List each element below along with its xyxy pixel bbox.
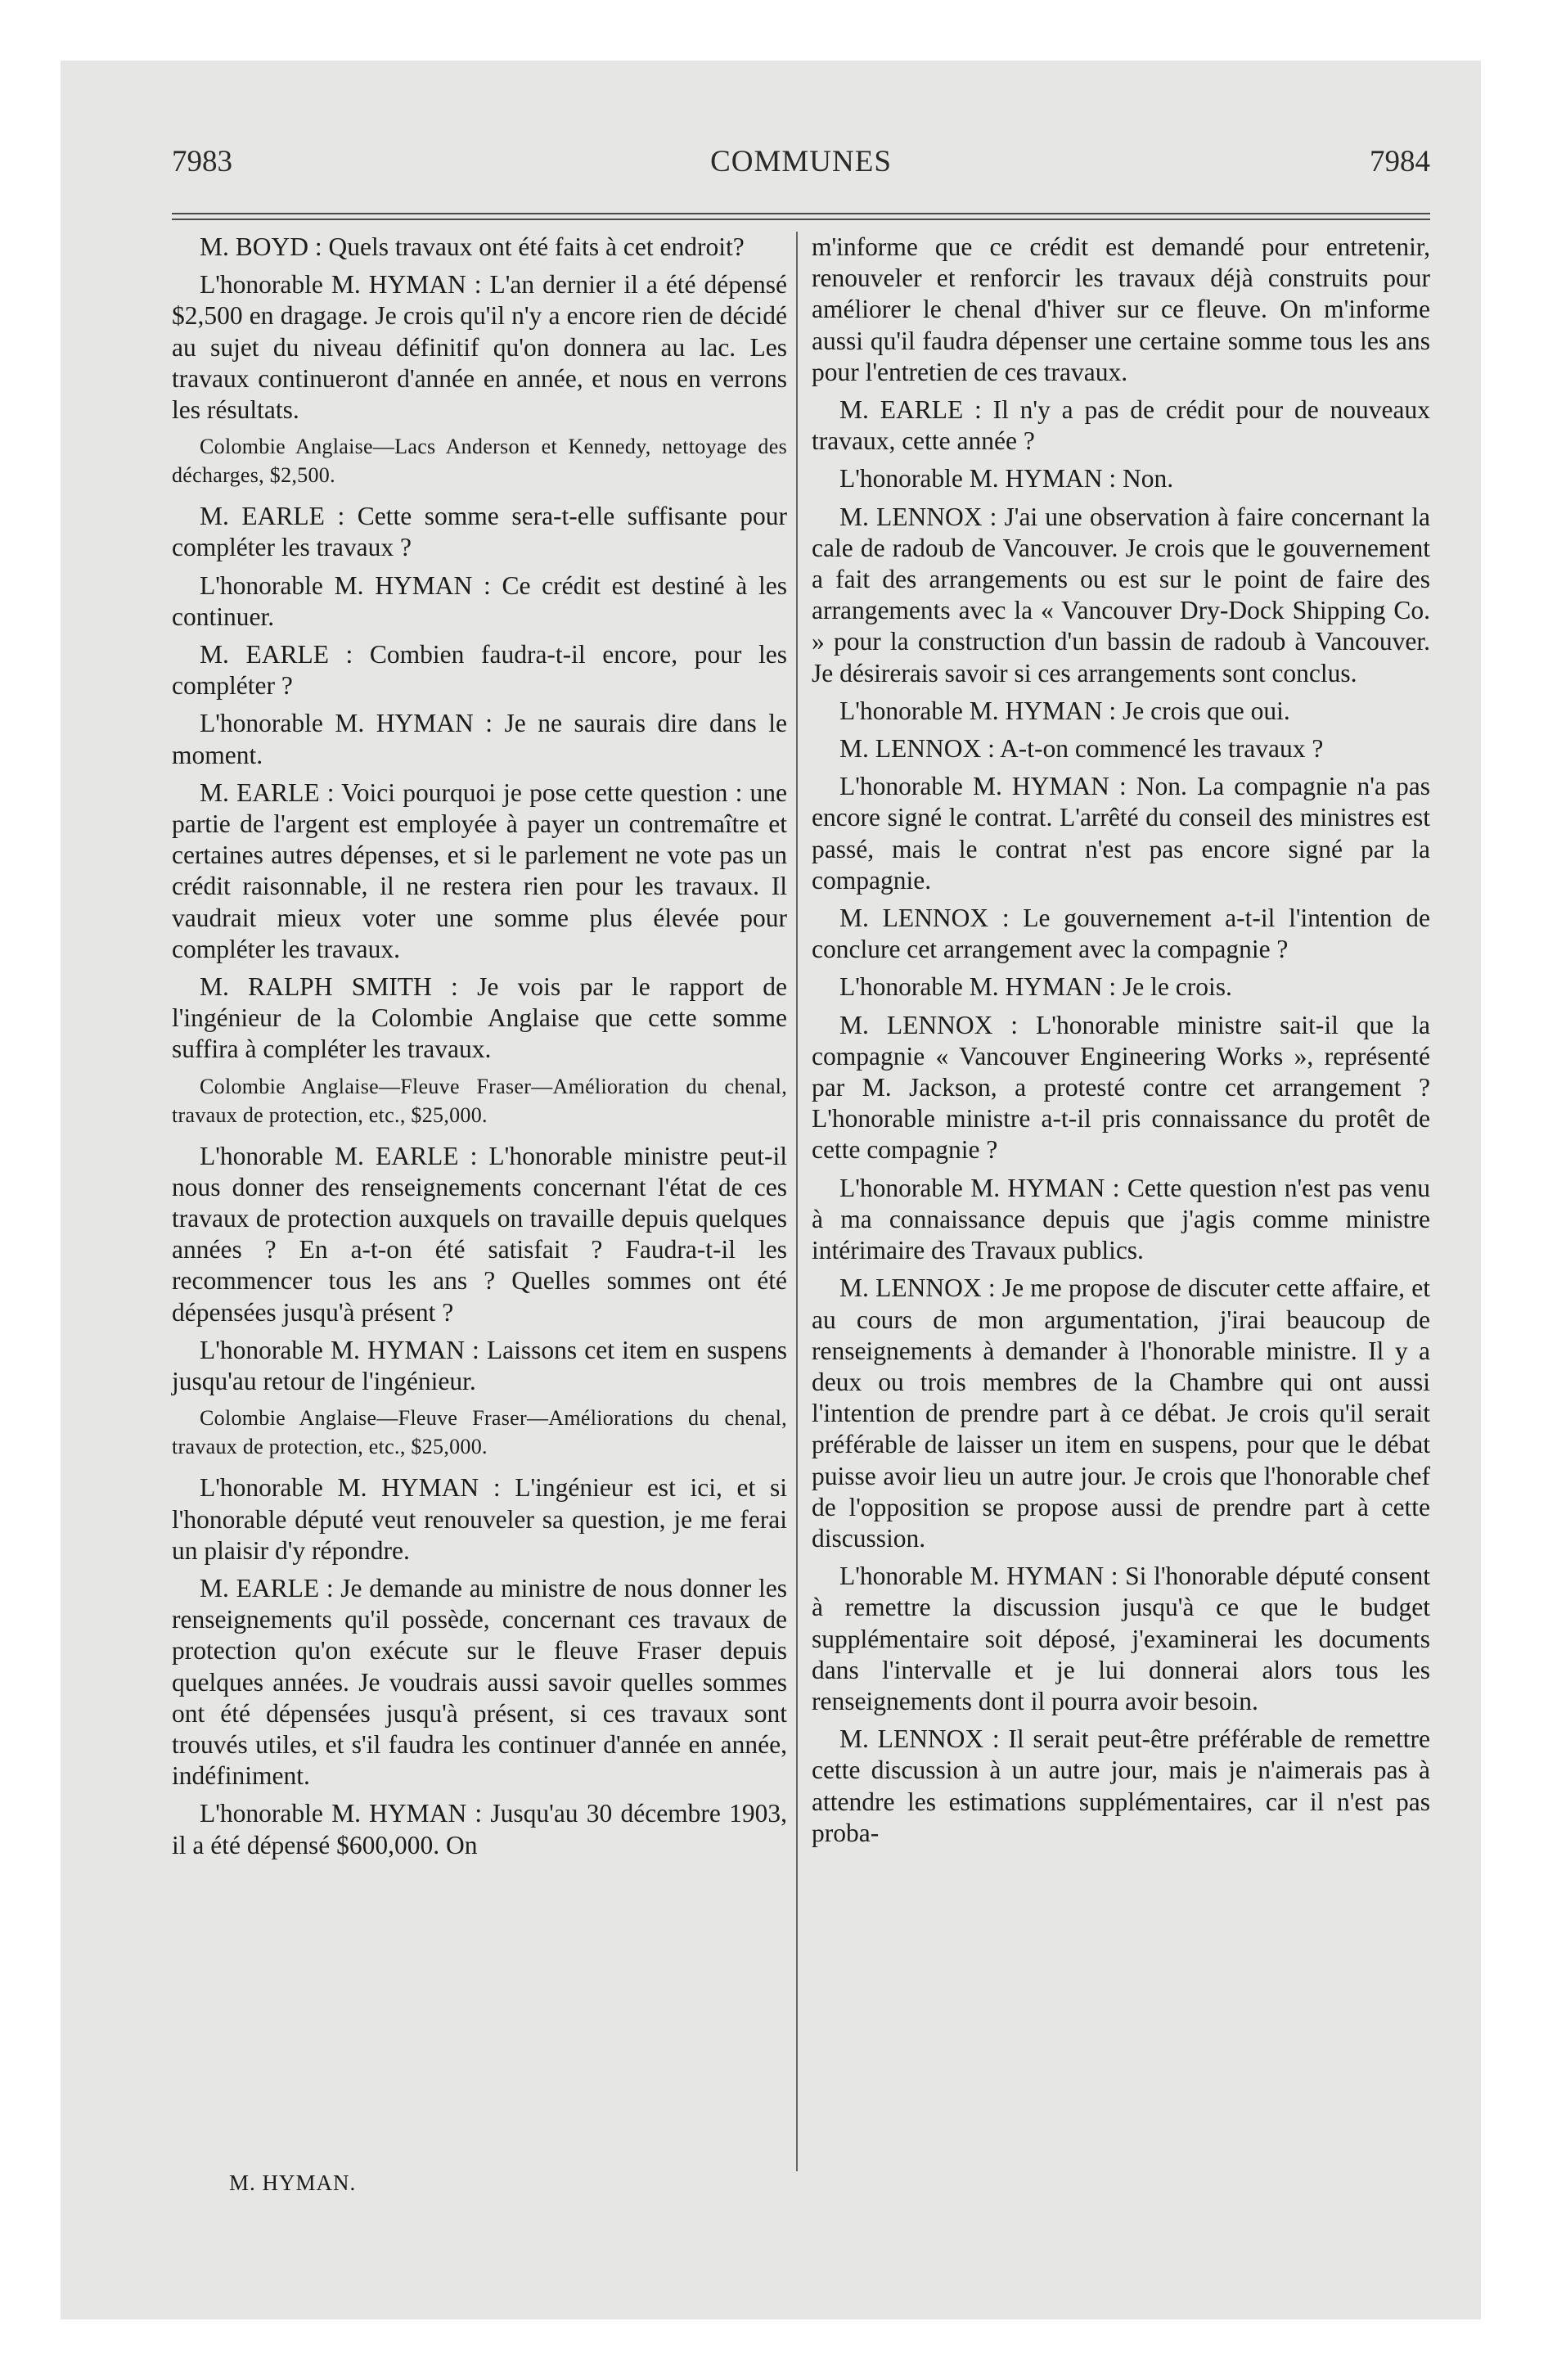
speech-paragraph: L'honorable M. HYMAN : Je crois que oui. (839, 696, 1290, 725)
speech-paragraph: L'honorable M. HYMAN : Si l'honorable député consent à remettre la discussion jusqu'à ce que le budget supplémentaire soit déposé, j'examinerai les documents dans l'intervalle et je lui donnerai alors tous les renseignements dont il pourra avoir besoin. (812, 1562, 1430, 1715)
speech-paragraph: M. LENNOX : J'ai une observation à faire concernant la cale de radoub de Vancouver. Je crois que le gouvernement a fait des arrangements ou est sur le point de faire des arrangements avec la « Vancouver Dry-Dock Shipping Co. » pour la construction d'un bassin de radoub à Vancouver. Je désirerais savoir si ces arrangements sont conclus. (812, 502, 1430, 687)
footer-speaker-name: M. HYMAN. (229, 2170, 357, 2195)
left-page-number: 7983 (172, 145, 232, 178)
right-page-number: 7984 (1370, 145, 1430, 178)
speech-paragraph: M. EARLE : Combien faudra-t-il encore, pour les compléter ? (172, 640, 787, 701)
estimate-item: Colombie Anglaise—Lacs Anderson et Kennedy, nettoyage des décharges, $2,500. (172, 435, 787, 488)
speech-paragraph: M. RALPH SMITH : Je vois par le rapport de l'ingénieur de la Colombie Anglaise que cette somme suffira à compléter les travaux. (172, 972, 787, 1064)
speech-paragraph: L'honorable M. HYMAN : Je ne saurais dire dans le moment. (172, 709, 787, 769)
column-divider (796, 232, 798, 2171)
speech-paragraph: m'informe que ce crédit est demandé pour entretenir, renouveler et renforcir les travaux déjà construits pour améliorer le chenal d'hiver sur ce fleuve. On m'informe aussi qu'il faudra dépenser une certaine somme tous les ans pour l'entretien de ces travaux. (812, 232, 1430, 386)
speech-paragraph: L'honorable M. HYMAN : Je le crois. (839, 972, 1232, 1002)
speech-paragraph: L'honorable M. HYMAN : L'ingénieur est ici, et si l'honorable député veut renouveler sa question, je me ferai un plaisir d'y répondre. (172, 1473, 787, 1565)
speech-paragraph: L'honorable M. HYMAN : Jusqu'au 30 décembre 1903, il a été dépensé $600,000. On (172, 1799, 787, 1859)
speech-paragraph: M. LENNOX : L'honorable ministre sait-il que la compagnie « Vancouver Engineering Works », représenté par M. Jackson, a protesté contre cet arrangement ? L'honorable ministre a-t-il pris connaissance du protêt de cette compagnie ? (812, 1010, 1430, 1165)
speech-paragraph: M. LENNOX : Je me propose de discuter cette affaire, et au cours de mon argumentation, j'irai beaucoup de renseignements à demander à l'honorable ministre. Il y a deux ou trois membres de la Chambre qui ont aussi l'intention de prendre part à ce débat. Je crois qu'il serait préférable de laisser un item en suspens, pour que le débat puisse avoir lieu un autre jour. Je crois que l'honorable chef de l'opposition se propose aussi de prendre part à cette discussion. (812, 1273, 1430, 1553)
speech-paragraph: M. EARLE : Voici pourquoi je pose cette question : une partie de l'argent est employée à payer un contremaître et certaines autres dépenses, et si le parlement ne vote pas un crédit raisonnable, il ne restera rien pour les travaux. Il vaudrait mieux voter une somme plus élevée pour compléter les travaux. (172, 778, 787, 963)
speech-paragraph: M. EARLE : Il n'y a pas de crédit pour de nouveaux travaux, cette année ? (812, 395, 1430, 456)
speech-paragraph: L'honorable M. HYMAN : Laissons cet item en suspens jusqu'au retour de l'ingénieur. (172, 1335, 787, 1396)
header-rule-bottom (172, 219, 1430, 220)
speech-paragraph: M. LENNOX : A-t-on commencé les travaux ? (839, 734, 1324, 764)
speech-paragraph: L'honorable M. HYMAN : L'an dernier il a été dépensé $2,500 en dragage. Je crois qu'il n'y a encore rien de décidé au sujet du niveau définitif qu'on donnera au lac. Les travaux continueront d'année en année, et nous en verrons les résultats. (172, 270, 787, 425)
left-column (172, 232, 787, 1868)
speech-paragraph: L'honorable M. HYMAN : Non. La compagnie n'a pas encore signé le contrat. L'arrêté du conseil des ministres est passé, mais le contrat n'est pas encore signé par la compagnie. (812, 772, 1430, 895)
page-title: COMMUNES (710, 145, 892, 178)
speech-paragraph: M. LENNOX : Il serait peut-être préférable de remettre cette discussion à un autre jour, mais je n'aimerais pas à attendre les estimations supplémentaires, car il n'est pas proba- (812, 1724, 1430, 1847)
speech-paragraph: M. EARLE : Cette somme sera-t-elle suffisante pour compléter les travaux ? (172, 502, 787, 562)
estimate-item: Colombie Anglaise—Fleuve Fraser—Amélioration du chenal, travaux de protection, etc., $25,000. (172, 1074, 787, 1127)
speech-paragraph: M. BOYD : Quels travaux ont été faits à cet endroit? (200, 232, 745, 261)
speech-paragraph: L'honorable M. HYMAN : Cette question n'est pas venu à ma connaissance depuis que j'agis comme ministre intérimaire des Travaux publics. (812, 1173, 1430, 1265)
header-rule-top (172, 213, 1430, 214)
page-header (172, 144, 1430, 185)
right-column (812, 232, 1430, 1855)
speech-paragraph: M. EARLE : Je demande au ministre de nous donner les renseignements qu'il possède, concernant ces travaux de protection qu'on exécute sur le fleuve Fraser depuis quelques années. Je voudrais aussi savoir quelles sommes ont été dépensées jusqu'à présent, si ces travaux sont trouvés utiles, et s'il faudra les continuer d'année en année, indéfiniment. (172, 1573, 787, 1791)
speech-paragraph: M. LENNOX : Le gouvernement a-t-il l'intention de conclure cet arrangement avec la compagnie ? (812, 904, 1430, 964)
speech-paragraph: L'honorable M. HYMAN : Non. (839, 464, 1174, 494)
speech-paragraph: L'honorable M. EARLE : L'honorable ministre peut-il nous donner des renseignements concernant l'état de ces travaux de protection auxquels on travaille depuis quelques années ? En a-t-on été satisfait ? Faudra-t-il les recommencer tous les ans ? Quelles sommes ont été dépensées jusqu'à présent ? (172, 1141, 787, 1327)
speech-paragraph: L'honorable M. HYMAN : Ce crédit est destiné à les continuer. (172, 570, 787, 631)
estimate-item: Colombie Anglaise—Fleuve Fraser—Améliorations du chenal, travaux de protection, etc., $25,000. (172, 1406, 787, 1459)
